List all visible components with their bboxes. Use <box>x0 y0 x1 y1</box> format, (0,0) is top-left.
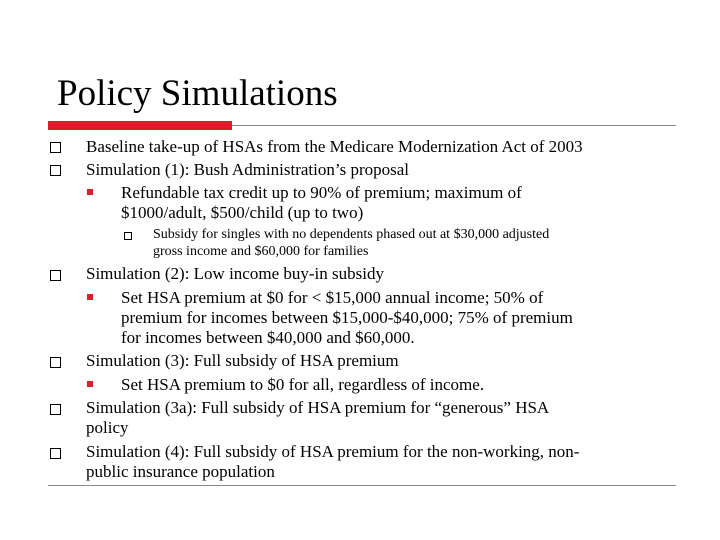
hollow-square-bullet-icon <box>50 270 61 281</box>
sub-bullet-line: for incomes between $40,000 and $60,000. <box>121 328 415 347</box>
filled-square-bullet-icon <box>87 381 93 387</box>
bullet-line: Simulation (3): Full subsidy of HSA premium <box>86 351 399 370</box>
hollow-square-bullet-icon <box>50 448 61 459</box>
bullet-line: public insurance population <box>86 462 275 481</box>
title-rule <box>232 125 676 126</box>
sub-bullet-line: Refundable tax credit up to 90% of premium; maximum of <box>121 183 522 202</box>
small-hollow-square-bullet-icon <box>124 232 132 240</box>
filled-square-bullet-icon <box>87 294 93 300</box>
bullet-line: policy <box>86 418 129 437</box>
sub-bullet-line: Set HSA premium to $0 for all, regardless of income. <box>121 375 485 394</box>
hollow-square-bullet-icon <box>50 404 61 415</box>
bullet-line: Simulation (2): Low income buy-in subsidy <box>86 264 384 283</box>
bullet-line: Simulation (3a): Full subsidy of HSA premium for “generous” HSA <box>86 398 550 417</box>
sub-sub-bullet-line: Subsidy for singles with no dependents phased out at $30,000 adjusted <box>153 227 550 242</box>
sub-bullet-line: Set HSA premium at $0 for < $15,000 annual income; 50% of <box>121 288 544 307</box>
sub-bullet-line: $1000/adult, $500/child (up to two) <box>121 203 364 222</box>
bullet-line: Baseline take-up of HSAs from the Medicare Modernization Act of 2003 <box>86 137 583 156</box>
hollow-square-bullet-icon <box>50 142 61 153</box>
bullet-line: Simulation (4): Full subsidy of HSA premium for the non-working, non- <box>86 442 580 461</box>
hollow-square-bullet-icon <box>50 165 61 176</box>
slide-title: Policy Simulations <box>57 73 338 114</box>
filled-square-bullet-icon <box>87 189 93 195</box>
bottom-rule <box>48 485 676 486</box>
hollow-square-bullet-icon <box>50 357 61 368</box>
sub-bullet-line: premium for incomes between $15,000-$40,000; 75% of premium <box>121 308 573 327</box>
title-accent-bar <box>48 121 232 130</box>
sub-sub-bullet-line: gross income and $60,000 for families <box>153 244 369 259</box>
bullet-line: Simulation (1): Bush Administration’s proposal <box>86 160 409 179</box>
